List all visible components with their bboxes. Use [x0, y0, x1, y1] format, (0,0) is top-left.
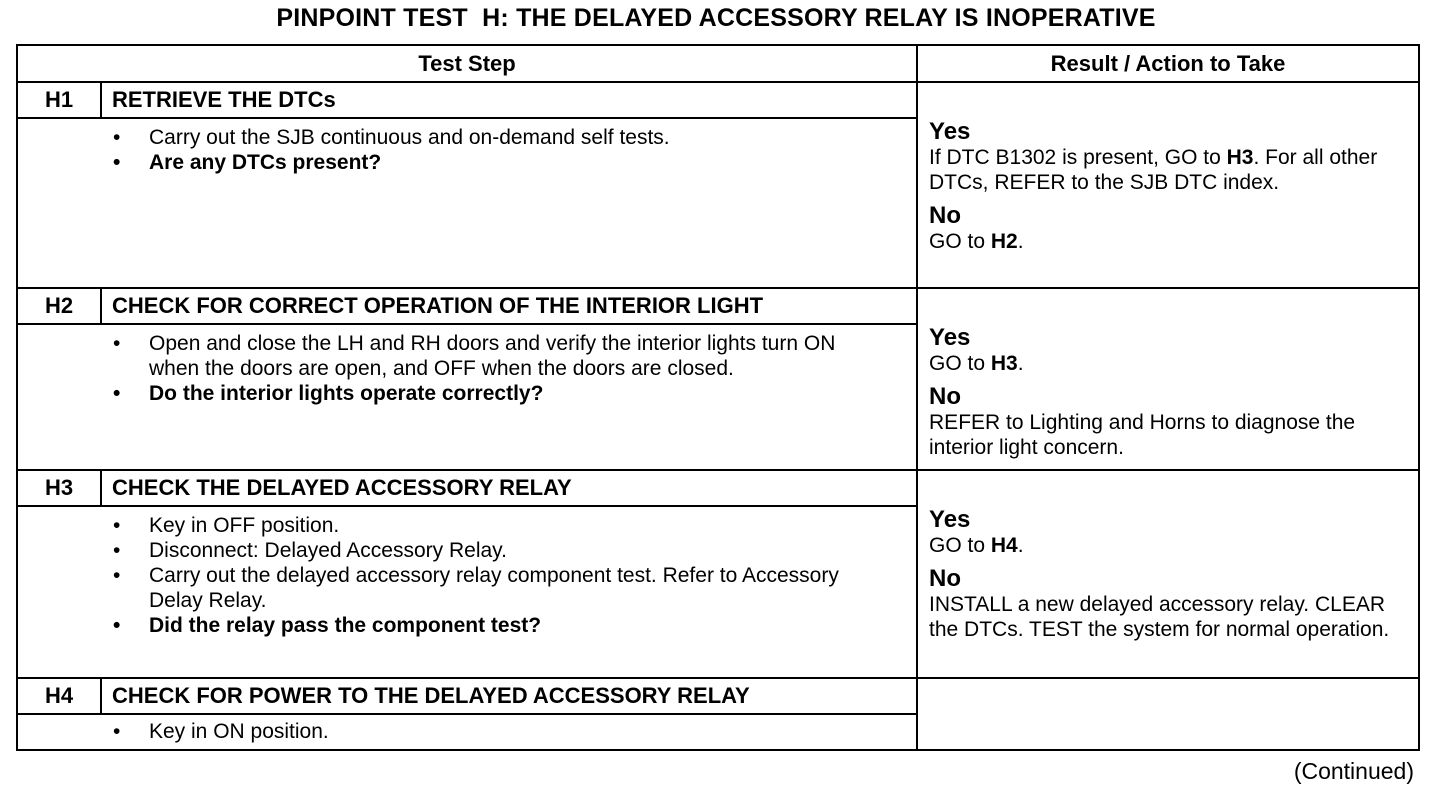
step-item-text: Disconnect: Delayed Accessory Relay. — [149, 539, 507, 562]
step-item-text: Key in ON position. — [149, 720, 329, 743]
page-title: PINPOINT TEST H: THE DELAYED ACCESSORY RELAY IS INOPERATIVE — [276, 4, 1156, 32]
step-item-text: Open and close the LH and RH doors and verify the interior lights turn ON when the doors are open, and OFF when the doors are closed. — [149, 332, 836, 380]
step-item — [101, 331, 856, 381]
step-h4-result — [917, 678, 1419, 750]
step-title: RETRIEVE THE DTCs — [101, 82, 917, 118]
step-question-text: Are any DTCs present? — [149, 151, 382, 174]
yes-text: GO to — [929, 534, 991, 557]
no-text-cont: . — [1017, 230, 1024, 253]
step-h2-result — [917, 288, 1419, 470]
step-item — [101, 719, 916, 744]
no-label: No — [929, 202, 962, 229]
bullet-icon: • — [113, 151, 121, 174]
pinpoint-test-table — [16, 44, 1420, 751]
no-action: INSTALL a new delayed accessory relay. CLEAR the DTCs. TEST the system for normal operation. — [929, 593, 1390, 641]
step-body — [101, 118, 917, 288]
step-question — [101, 381, 856, 406]
no-text: GO to — [929, 230, 991, 253]
step-id-spacer — [17, 118, 101, 288]
step-question-text: Did the relay pass the component test? — [149, 614, 542, 637]
yes-action — [929, 351, 1408, 376]
yes-text-cont: . For all other DTCs, REFER to the SJB DTC index. — [929, 146, 1378, 194]
step-item — [101, 125, 916, 150]
step-h4-title-row — [17, 678, 1419, 714]
step-id: H1 — [17, 82, 101, 118]
step-id-spacer — [17, 714, 101, 750]
step-title: CHECK FOR POWER TO THE DELAYED ACCESSORY RELAY — [101, 678, 917, 714]
yes-action — [929, 145, 1408, 195]
yes-label: Yes — [929, 506, 971, 533]
bullet-icon: • — [113, 126, 121, 149]
step-h3-result — [917, 470, 1419, 678]
no-label: No — [929, 383, 962, 410]
bullet-icon: • — [113, 539, 121, 562]
yes-action — [929, 533, 1408, 558]
table-header-row — [17, 45, 1419, 82]
step-item — [101, 513, 886, 538]
no-action: REFER to Lighting and Horns to diagnose the interior light concern. — [929, 411, 1356, 459]
bullet-icon: • — [113, 614, 121, 637]
step-question-text: Do the interior lights operate correctly? — [149, 382, 544, 405]
step-question — [101, 613, 886, 638]
yes-text-cont: . — [1017, 534, 1024, 557]
step-ref-link: H2 — [990, 230, 1018, 253]
step-h1-title-row — [17, 82, 1419, 118]
step-id: H2 — [17, 288, 101, 324]
step-body — [101, 324, 917, 470]
step-id: H4 — [17, 678, 101, 714]
step-id-spacer — [17, 506, 101, 678]
step-id: H3 — [17, 470, 101, 506]
continued-label: (Continued) — [1293, 758, 1414, 784]
step-h1-result — [917, 82, 1419, 288]
step-body — [101, 714, 917, 750]
step-h2-title-row — [17, 288, 1419, 324]
bullet-icon: • — [113, 564, 121, 587]
step-ref-link: H3 — [990, 352, 1018, 375]
step-item-text: Carry out the SJB continuous and on-demand self tests. — [149, 126, 670, 149]
yes-text: GO to — [929, 352, 991, 375]
step-item-text: Carry out the delayed accessory relay component test. Refer to Accessory Delay Relay. — [149, 564, 839, 612]
no-action — [929, 229, 1408, 254]
step-item — [101, 538, 886, 563]
bullet-icon: • — [113, 382, 121, 405]
step-id-spacer — [17, 324, 101, 470]
step-question — [101, 150, 916, 175]
step-ref-link: H4 — [990, 534, 1018, 557]
header-result-action: Result / Action to Take — [917, 45, 1419, 82]
step-h3-title-row — [17, 470, 1419, 506]
yes-label: Yes — [929, 324, 971, 351]
header-test-step: Test Step — [17, 45, 917, 82]
bullet-icon: • — [113, 332, 121, 355]
yes-label: Yes — [929, 118, 971, 145]
step-item — [101, 563, 886, 613]
yes-text-cont: . — [1017, 352, 1024, 375]
step-body — [101, 506, 917, 678]
step-title: CHECK THE DELAYED ACCESSORY RELAY — [101, 470, 917, 506]
step-ref-link: H3 — [1226, 146, 1254, 169]
yes-text: If DTC B1302 is present, GO to — [929, 146, 1227, 169]
step-title: CHECK FOR CORRECT OPERATION OF THE INTERIOR LIGHT — [101, 288, 917, 324]
bullet-icon: • — [113, 720, 121, 743]
no-label: No — [929, 565, 962, 592]
step-item-text: Key in OFF position. — [149, 514, 340, 537]
bullet-icon: • — [113, 514, 121, 537]
